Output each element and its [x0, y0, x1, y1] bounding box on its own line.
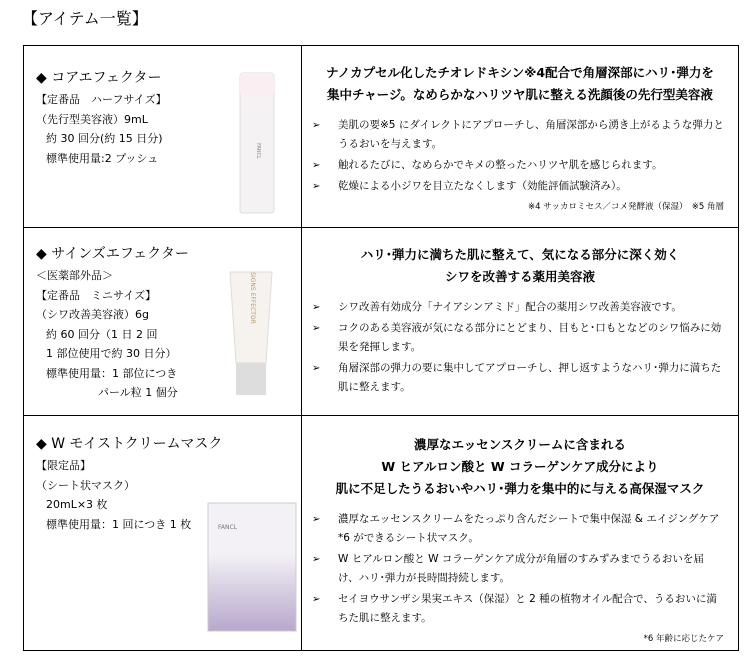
brand-label: FANCL [218, 524, 238, 531]
list-item: ➢ セイヨウサンザシ果実エキス（保湿）と 2 種の植物オイル配合で、うるおいに満ちた肌に整えます。 [312, 590, 724, 628]
list-item: ➢ 触れるたびに、なめらかでキメの整ったハリツヤ肌を感じられます。 [312, 156, 724, 175]
list-item: ➢ 美肌の要※5 にダイレクトにアプローチし、角層深部から湧き上がるような弾力とうるおいを与えます。 [312, 116, 724, 154]
headline: 濃厚なエッセンスクリームに含まれる [414, 437, 626, 452]
product-name: ◆ サインズエフェクター [36, 246, 189, 262]
spec: 【限定品】 [36, 459, 91, 472]
spec: （シート状マスク） [36, 478, 135, 492]
spec: 20mL×3 枚 [46, 498, 108, 511]
spec: ＜医薬部外品＞ [36, 269, 113, 282]
item-table [23, 45, 739, 651]
list-item: ➢ 濃厚なエッセンスクリームをたっぷり含んだシートで集中保湿 & エイジングケア*6 ができるシート状マスク。 [312, 510, 724, 548]
spec: 標準使用量：1 回につき 1 枚 [46, 517, 192, 531]
spec: パール粒 1 個分 [98, 386, 178, 399]
spec: 約 30 回分(約 15 日分) [46, 132, 163, 145]
headline: シワを改善する薬用美容液 [444, 269, 595, 284]
spec: 1 部位使用で約 30 日分） [46, 347, 177, 360]
table-row [24, 228, 739, 416]
spec: 【定番品 ハーフサイズ】 [36, 93, 167, 106]
spec: 標準使用量：1 部位につき [46, 366, 178, 380]
headline: W ヒアルロン酸と W コラーゲンケア成分により [381, 459, 659, 474]
table-row [24, 46, 739, 228]
footnote: *6 年齢に応じたケア [643, 634, 724, 644]
table-row [24, 416, 739, 651]
headline: ハリ･弾力に満ちた肌に整えて、気になる部分に深く効く [360, 247, 680, 262]
list-item: ➢ シワ改善有効成分「ナイアシンアミド」配合の薬用シワ改善美容液です。 [312, 298, 724, 317]
spec: （先行型美容液）9mL [36, 112, 148, 126]
headline: 集中チャージ。なめらかなハリツヤ肌に整える洗顔後の先行型美容液 [327, 87, 713, 102]
spec: 約 60 回分（1 日 2 回 [46, 327, 158, 341]
headline: 肌に不足したうるおいやハリ･弾力を集中的に与える高保湿マスク [335, 481, 705, 496]
list-item: ➢ コクのある美容液が気になる部分にとどまり、目もと･口もとなどのシワ悩みに効果を発揮します。 [312, 319, 724, 357]
tube-label: SIGNS EFFECTOR [249, 272, 256, 324]
list-item: ➢ 乾燥による小ジワを目立たなくします（効能評価試験済み）。 [312, 177, 724, 196]
list-item: ➢ 角層深部の弾力の要に集中してアプローチし、押し返すようなハリ･弾力に満ちた肌に整えます。 [312, 359, 724, 397]
spec: 【定番品 ミニサイズ】 [36, 288, 157, 302]
page-title: 【アイテム一覧】 [22, 9, 148, 28]
footnote: ※4 サッカロミセス／コメ発酵液（保湿） ※5 角層 [527, 202, 724, 212]
tube-image [226, 268, 276, 398]
headline: ナノカプセル化したチオレドキシン※4配合で角層深部にハリ･弾力を [326, 65, 714, 80]
spec: （シワ改善美容液）6g [36, 308, 149, 321]
list-item: ➢ W ヒアルロン酸と W コラーゲンケア成分が角層のすみずみまでうるおいを届け、ハリ･弾力が長時間持続します。 [312, 550, 724, 588]
brand-label: FANCL [255, 143, 261, 159]
serum-bottle-image [236, 71, 278, 217]
spec: 標準使用量:2 プッシュ [46, 151, 159, 165]
product-name: ◆ コアエフェクター [36, 70, 162, 86]
mask-packet-image [206, 501, 298, 633]
product-name: ◆ W モイストクリームマスク [36, 436, 223, 452]
